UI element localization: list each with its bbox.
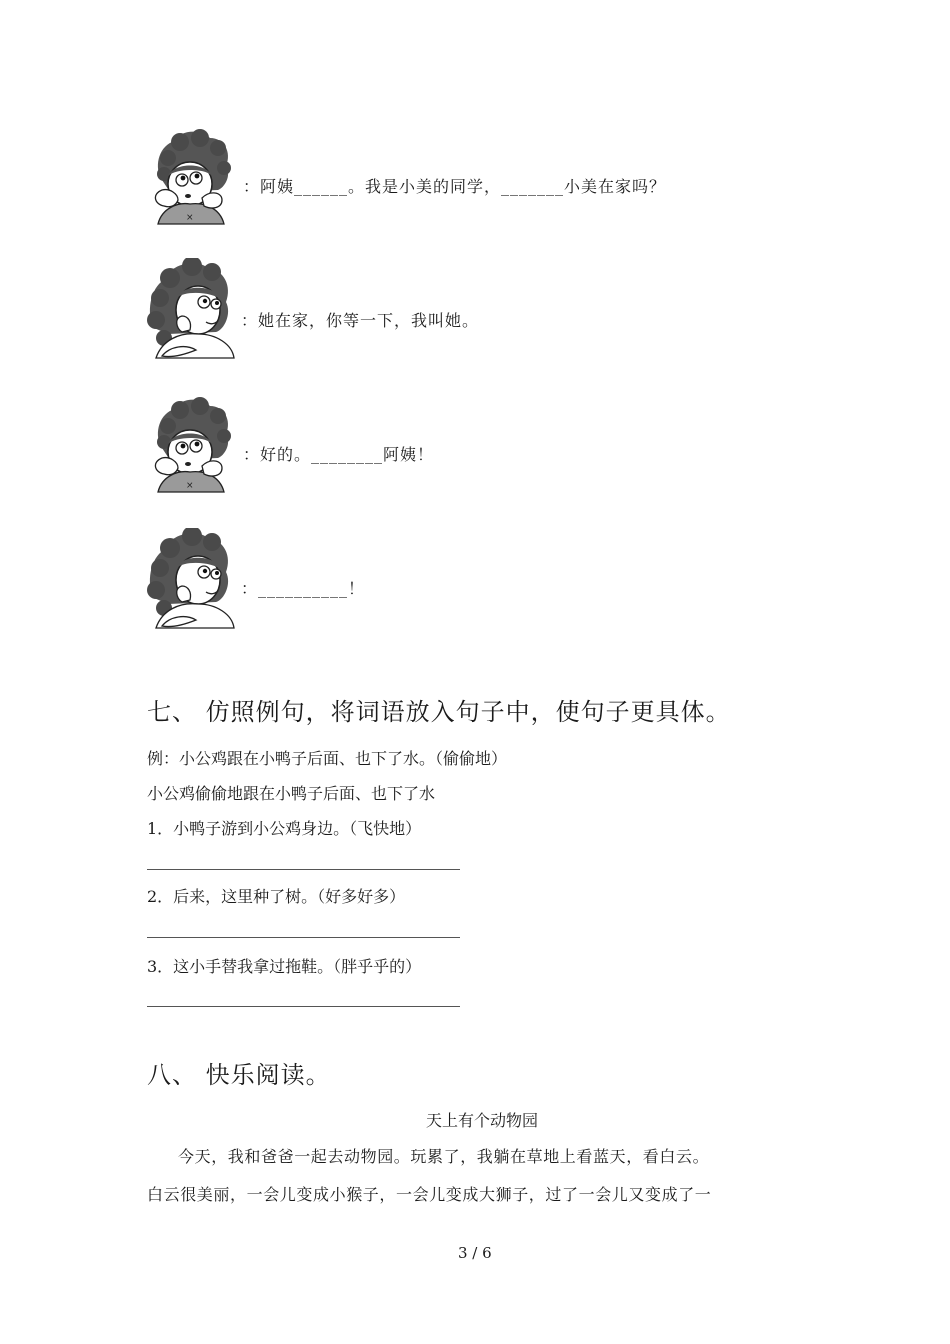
example-answer: 小公鸡偷偷地跟在小鸭子后面、也下了水	[147, 784, 436, 803]
reading-title: 天上有个动物园	[426, 1111, 539, 1130]
section-8-heading: 八、 快乐阅读。	[147, 1061, 331, 1089]
dialogue-line-3: ：好的。________阿姨！	[243, 445, 435, 464]
section-7-heading: 七、 仿照例句，将词语放入句子中，使句子更具体。	[147, 698, 731, 726]
boy-figure-2	[150, 396, 234, 496]
dialogue-line-2: ：她在家，你等一下，我叫她。	[241, 311, 480, 330]
reading-paragraph-2: 白云很美丽，一会儿变成小猴子，一会儿变成大狮子，过了一会儿又变成了一	[147, 1185, 712, 1204]
exercise-item-3: 3．这小手替我拿过拖鞋。（胖乎乎的）	[147, 957, 422, 976]
page-number: 3 / 6	[458, 1244, 492, 1262]
girl-figure-2	[146, 528, 238, 634]
answer-line-2[interactable]	[147, 937, 460, 938]
answer-line-3[interactable]	[147, 1006, 460, 1007]
example-sentence: 例：小公鸡跟在小鸭子后面、也下了水。（偷偷地）	[147, 749, 508, 768]
exercise-item-1: 1．小鸭子游到小公鸡身边。（飞快地）	[147, 819, 422, 838]
reading-paragraph-1: 今天，我和爸爸一起去动物园。玩累了，我躺在草地上看蓝天，看白云。	[178, 1147, 710, 1166]
exercise-item-2: 2．后来，这里种了树。（好多好多）	[147, 887, 406, 906]
dialogue-line-1: ：阿姨______。我是小美的同学，_______小美在家吗？	[243, 177, 667, 196]
boy-figure-1	[150, 128, 234, 228]
girl-figure-1	[146, 258, 238, 364]
dialogue-line-4: ：__________！	[241, 579, 366, 598]
answer-line-1[interactable]	[147, 869, 460, 870]
